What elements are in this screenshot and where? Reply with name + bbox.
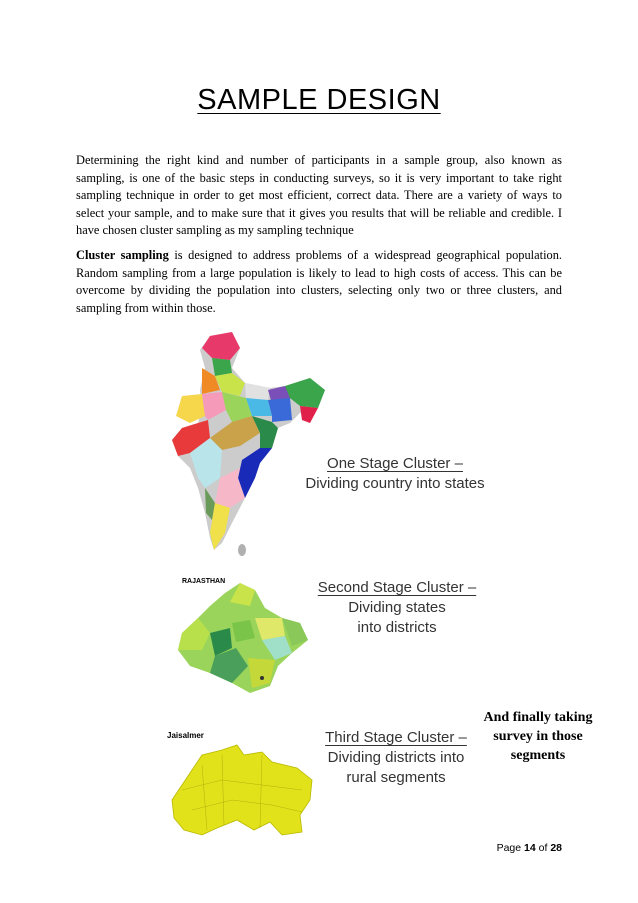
stage2-heading: Second Stage Cluster – — [317, 579, 477, 596]
cluster-paragraph: Cluster sampling is designed to address problems of a widespread geographical population. Random sampling from a large population is likely to lead to high costs of access. This can be overcome by dividing the population into clusters, selecting only two or three clusters, and sampling from within those. — [76, 248, 562, 315]
final-note-line: And finally taking — [483, 710, 593, 725]
stage3-caption — [316, 728, 476, 788]
stage2-caption — [312, 578, 482, 638]
india-map — [160, 328, 330, 563]
stage1-body: Dividing country into states — [305, 475, 485, 492]
page-number: 14 — [524, 842, 536, 854]
stage2-line3: into districts — [357, 619, 437, 636]
stage1-heading: One Stage Cluster – — [327, 455, 463, 472]
page-footer: Page 14 of 28 — [496, 842, 562, 854]
page-total: 28 — [550, 842, 562, 854]
stage3-line3: rural segments — [346, 769, 446, 786]
jaisalmer-map — [162, 740, 322, 840]
final-note-line: segments — [510, 748, 566, 763]
final-note — [472, 708, 604, 765]
jaisalmer-map-label: Jaisalmer — [167, 731, 204, 740]
rajasthan-map — [170, 578, 315, 698]
stage2-line2: Dividing states — [348, 599, 446, 616]
stage1-caption — [285, 454, 505, 494]
stage3-line2: Dividing districts into — [327, 749, 465, 766]
page-title: SAMPLE DESIGN — [197, 84, 441, 116]
final-note-line: survey in those — [493, 729, 583, 744]
intro-paragraph: Determining the right kind and number of participants in a sample group, also known as sampling, is one of the basic steps in conducting surveys, so it is very important to take right sampling technique in order to get most efficient, correct data. There are a variety of ways to select your sample, and to make sure that it gives you results that will be reliable and credible. I have chosen cluster sampling as my sampling technique — [76, 153, 562, 238]
cluster-term: Cluster sampling — [76, 248, 169, 262]
rajasthan-map-label: RAJASTHAN — [182, 578, 226, 585]
stage3-heading: Third Stage Cluster – — [325, 729, 467, 746]
